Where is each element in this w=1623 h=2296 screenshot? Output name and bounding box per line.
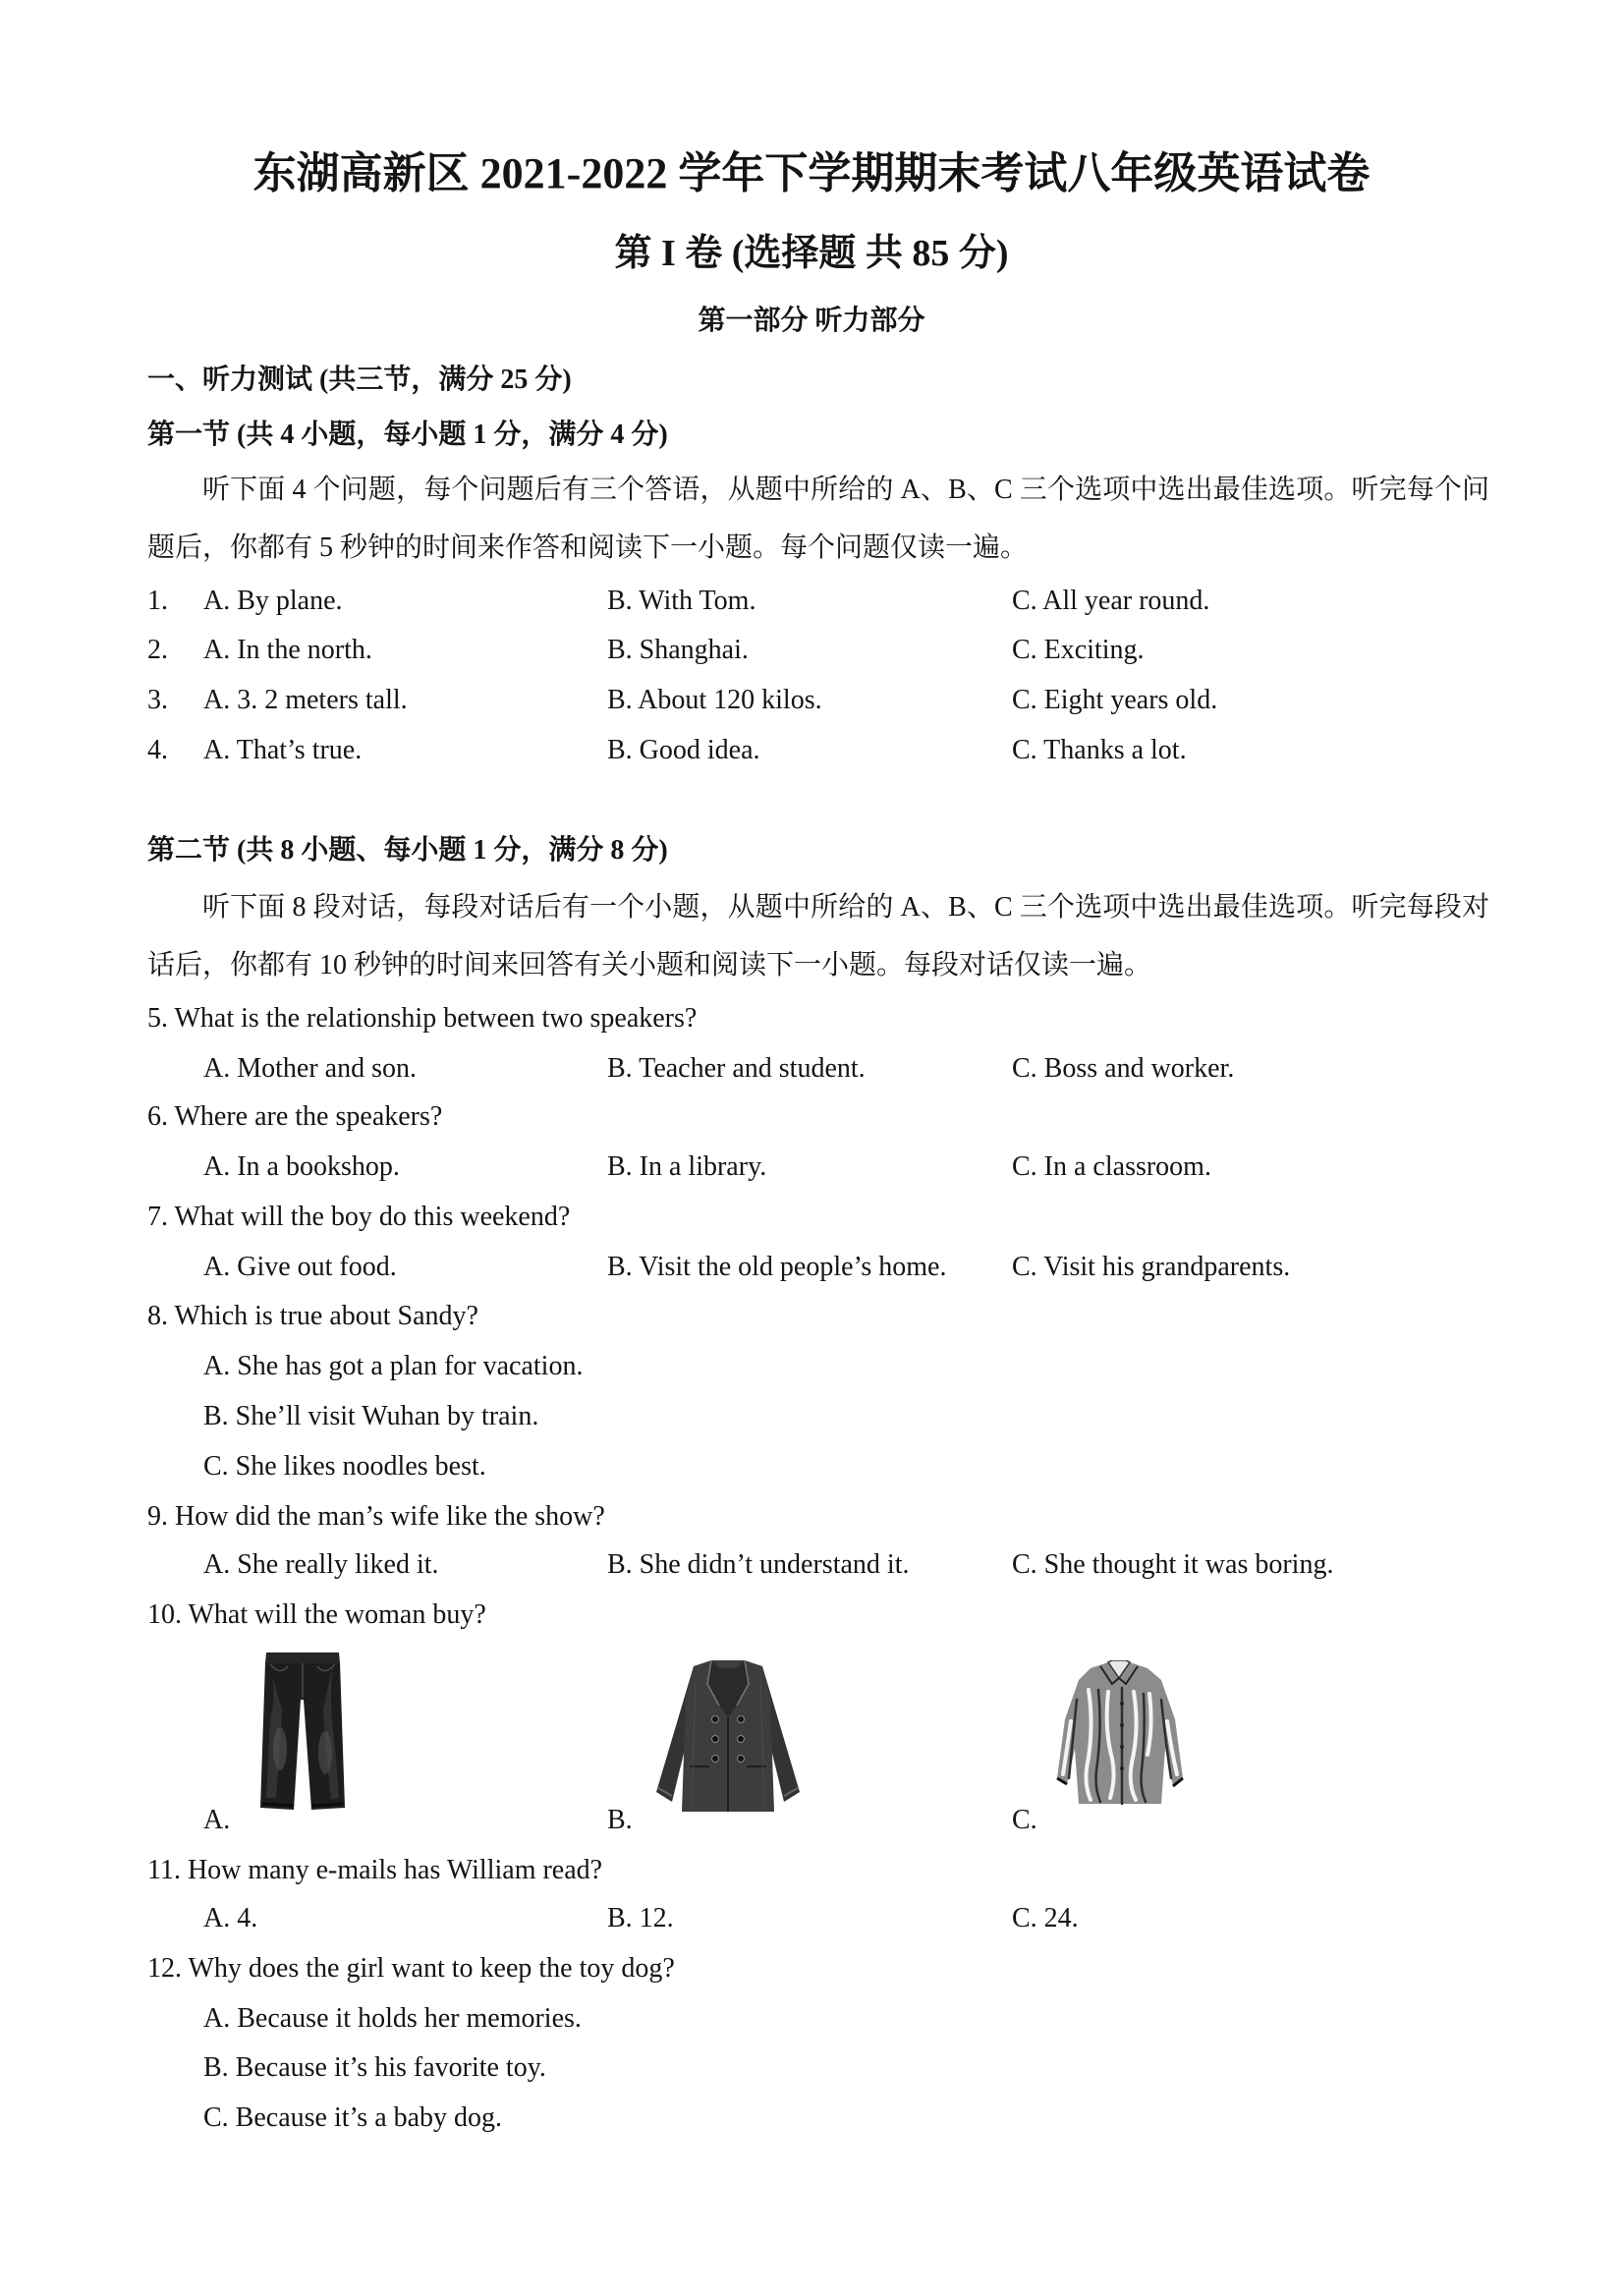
option-c: C. Because it’s a baby dog. [203, 2102, 503, 2133]
option-a: A. Mother and son. [203, 1053, 417, 1084]
question-stem: 12. Why does the girl want to keep the toy dog? [147, 1953, 675, 1984]
question-8-option-b [0, 1399, 1623, 1434]
option-c: C. She thought it was boring. [1012, 1549, 1334, 1580]
question-12-option-b [0, 2050, 1623, 2086]
question-stem: 5. What is the relationship between two speakers? [147, 1003, 698, 1034]
volume-heading: 第 I 卷 (选择题 共 85 分) [614, 233, 1009, 274]
part1-heading-text: 第一节 (共 4 小题，每小题 1 分，满分 4 分) [147, 420, 668, 450]
part1-heading [0, 418, 1623, 453]
option-b: B. Visit the old people’s home. [607, 1252, 947, 1282]
question-5-stem [0, 1001, 1623, 1036]
option-a: A. Give out food. [203, 1252, 397, 1282]
option-a: A. That’s true. [203, 735, 363, 765]
question-number: 4. [147, 735, 168, 765]
section-heading-text: 一、听力测试 (共三节，满分 25 分) [147, 364, 572, 395]
exam-title: 东湖高新区 2021-2022 学年下学期期末考试八年级英语试卷 [252, 149, 1371, 197]
question-5-options [0, 1051, 1623, 1087]
question-number: 2. [147, 635, 168, 665]
question-8-option-a [0, 1349, 1623, 1384]
coat-picture [648, 1658, 808, 1812]
question-stem: 8. Which is true about Sandy? [147, 1301, 478, 1331]
question-stem: 10. What will the woman buy? [147, 1599, 486, 1630]
part2-heading-text: 第二节 (共 8 小题、每小题 1 分，满分 8 分) [147, 835, 668, 866]
question-number: 1. [147, 586, 168, 616]
option-b: B. She didn’t understand it. [607, 1549, 910, 1580]
question-6-stem [0, 1099, 1623, 1135]
question-7-stem [0, 1200, 1623, 1235]
option-b: B. With Tom. [607, 586, 756, 616]
option-a: A. She really liked it. [203, 1549, 439, 1580]
question-12-option-c [0, 2100, 1623, 2136]
option-a: A. 3. 2 meters tall. [203, 685, 408, 715]
option-a: A. [203, 1805, 231, 1835]
option-b: B. 12. [607, 1903, 674, 1933]
jeans-picture [258, 1651, 347, 1813]
question-2 [0, 633, 1623, 668]
option-c: C. Boss and worker. [1012, 1053, 1235, 1084]
question-11-options [0, 1901, 1623, 1936]
option-c: C. 24. [1012, 1903, 1079, 1933]
part1-instructions: 听下面 4 个问题，每个问题后有三个答语，从题中所给的 A、B、C 三个选项中选出最佳选项。听完每个问题后，你都有 5 秒钟的时间来作答和阅读下一小题。每个问题仅读一遍。 [147, 475, 1489, 563]
option-c: C. Thanks a lot. [1012, 735, 1187, 765]
question-3 [0, 683, 1623, 718]
option-c: C. [1012, 1805, 1037, 1835]
option-b: B. Good idea. [607, 735, 760, 765]
option-b: B. Shanghai. [607, 635, 749, 665]
section-heading [0, 363, 1623, 398]
option-c: C. Exciting. [1012, 635, 1145, 665]
question-10-options [0, 1803, 1623, 1838]
option-c: C. Visit his grandparents. [1012, 1252, 1291, 1282]
question-10-stem [0, 1597, 1623, 1633]
option-b: B. In a library. [607, 1151, 767, 1182]
option-a: A. By plane. [203, 586, 343, 616]
option-b: B. About 120 kilos. [607, 685, 822, 715]
question-8-stem [0, 1299, 1623, 1334]
option-a: A. 4. [203, 1903, 258, 1933]
option-b: B. [607, 1805, 633, 1835]
question-1 [0, 584, 1623, 619]
question-4 [0, 733, 1623, 768]
option-c: C. All year round. [1012, 586, 1210, 616]
question-stem: 11. How many e-mails has William read? [147, 1855, 603, 1885]
part-heading: 第一部分 听力部分 [698, 306, 925, 336]
option-c: C. She likes noodles best. [203, 1451, 486, 1482]
question-stem: 7. What will the boy do this weekend? [147, 1202, 571, 1232]
part2-instructions: 听下面 8 段对话，每段对话后有一个小题，从题中所给的 A、B、C 三个选项中选出最佳选项。听完每段对话后，你都有 10 秒钟的时间来回答有关小题和阅读下一小题。每段对话仅读一遍。 [147, 892, 1489, 980]
question-stem: 9. How did the man’s wife like the show? [147, 1501, 605, 1532]
question-12-option-a [0, 2001, 1623, 2037]
option-a: A. She has got a plan for vacation. [203, 1351, 584, 1381]
option-a: A. In a bookshop. [203, 1151, 400, 1182]
question-12-stem [0, 1951, 1623, 1987]
option-c: C. Eight years old. [1012, 685, 1218, 715]
part2-heading [0, 833, 1623, 868]
question-8-option-c [0, 1449, 1623, 1484]
shirt-picture [1051, 1660, 1187, 1808]
question-11-stem [0, 1853, 1623, 1888]
option-a: A. Because it holds her memories. [203, 2003, 582, 2034]
question-number: 3. [147, 685, 168, 715]
question-7-options [0, 1250, 1623, 1285]
question-stem: 6. Where are the speakers? [147, 1101, 443, 1132]
option-b: B. She’ll visit Wuhan by train. [203, 1401, 539, 1431]
question-6-options [0, 1149, 1623, 1185]
option-c: C. In a classroom. [1012, 1151, 1211, 1182]
option-a: A. In the north. [203, 635, 372, 665]
question-9-stem [0, 1499, 1623, 1535]
option-b: B. Teacher and student. [607, 1053, 866, 1084]
question-9-options [0, 1547, 1623, 1583]
option-b: B. Because it’s his favorite toy. [203, 2052, 546, 2083]
